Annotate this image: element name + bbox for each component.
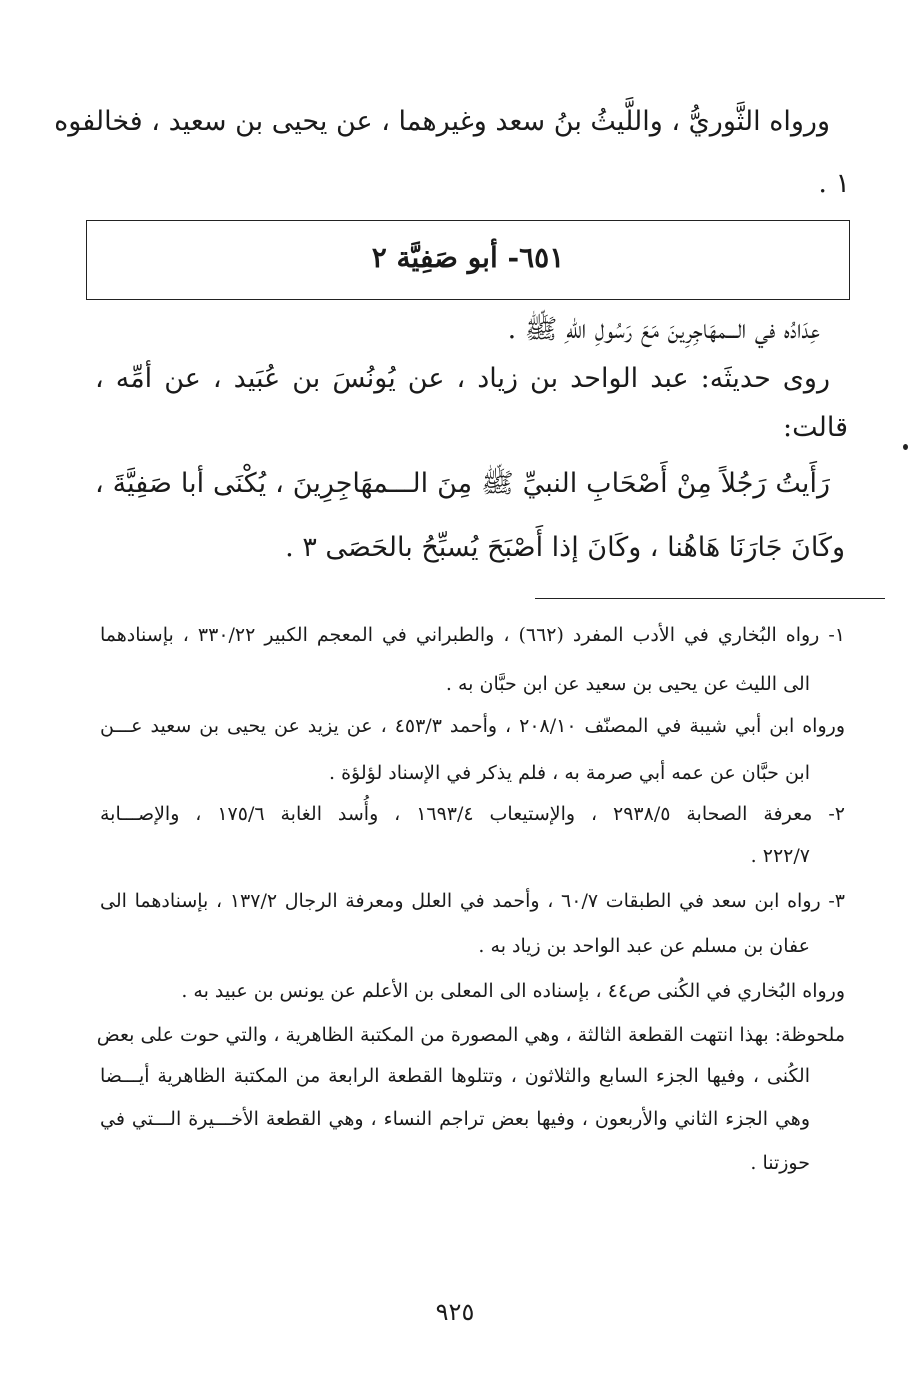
footnote-1-line-2: الى الليث عن يحيى بن سعيد عن ابن حبَّان به .	[445, 673, 810, 695]
footnote-1-line-3: ورواه ابن أبي شيبة في المصنّف ٢٠٨/١٠ ، وأحمد ٤٥٣/٣ ، عن يزيد عن يحيى بن سعيد عـــن	[100, 715, 845, 737]
page-number: ٩٢٥	[435, 1298, 475, 1326]
entry-title: ٦٥١- أبو صَفِيَّة ٢	[371, 241, 565, 274]
continuation-text-line-2: ١ .	[818, 168, 850, 199]
entry-header-box	[86, 220, 850, 300]
footnote-1-line-1: ١- رواه البُخاري في الأدب المفرد (٦٦٢) ، والطبراني في المعجم الكبير ٣٣٠/٢٢ ، بإسنادهما	[100, 624, 845, 646]
body-text-line-1: عِدَادُه في الـــمهَاجِرِينَ مَعَ رَسُولِ اللهِ ﷺ .	[507, 314, 820, 345]
note-line-3: وهي الجزء الثاني والأربعون ، وفيها بعض تراجم النساء ، وهي القطعة الأخـــيرة الـــتي في	[100, 1108, 810, 1130]
footnote-3-line-2: عفان بن مسلم عن عبد الواحد بن زياد به .	[478, 935, 810, 957]
footnote-2-line-1: ٢- معرفة الصحابة ٢٩٣٨/٥ ، والإستيعاب ١٦٩٣/٤ ، وأُسد الغابة ١٧٥/٦ ، والإصـــابة	[100, 803, 845, 825]
note-line-1: ملحوظة: بهذا انتهت القطعة الثالثة ، وهي المصورة من المكتبة الظاهرية ، والتي حوت على بعض	[96, 1024, 845, 1046]
footnote-3-line-1: ٣- رواه ابن سعد في الطبقات ٦٠/٧ ، وأحمد في العلل ومعرفة الرجال ١٣٧/٢ ، بإسنادهما الى	[100, 890, 845, 912]
footnote-2-line-2: ٢٢٢/٧ .	[750, 845, 810, 867]
note-line-4: حوزتنا .	[750, 1152, 810, 1174]
note-line-2: الكُنى ، وفيها الجزء السابع والثلاثون ، وتتلوها القطعة الرابعة من المكتبة الظاهرية أيـــضا	[100, 1065, 810, 1087]
body-text-line-5: وكَانَ جَارَنَا هَاهُنا ، وكَانَ إذا أَصْبَحَ يُسبِّحُ بالحَصَى ٣ .	[285, 532, 845, 563]
body-text-line-4: رَأَيتُ رَجُلاً مِنْ أَصْحَابِ النبيِّ ﷺ مِنَ الـــمهَاجِرِينَ ، يُكْنَى أبا صَفِيَّةَ ،	[95, 468, 830, 499]
ink-speck	[903, 444, 908, 450]
body-text-line-2: روى حديثَه: عبد الواحد بن زياد ، عن يُونُسَ بن عُبَيد ، عن أمِّه ،	[95, 363, 830, 394]
footnote-1-line-4: ابن حبَّان عن عمه أبي صرمة به ، فلم يذكر في الإسناد لؤلؤة .	[328, 762, 810, 784]
footnote-3-line-3: ورواه البُخاري في الكُنى ص٤٤ ، بإسناده الى المعلى بن الأعلم عن يونس بن عبيد به .	[181, 980, 845, 1002]
body-text-line-3: قالت:	[783, 412, 848, 443]
footnote-separator	[535, 598, 885, 599]
continuation-text-line-1: ورواه الثَّوريُّ ، واللَّيثُ بنُ سعد وغيرهما ، عن يحيى بن سعيد ، فخالفوه	[54, 106, 830, 137]
